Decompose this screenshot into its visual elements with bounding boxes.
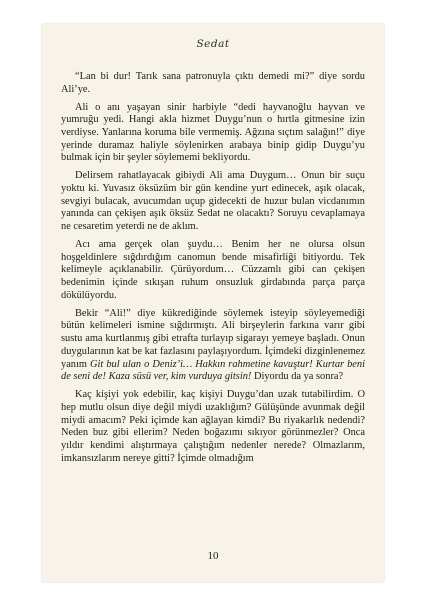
paragraph-text: Diyordu da ya sonra? <box>251 371 344 383</box>
paragraph: Delirsem rahatlayacak gibiydi Ali ama Duygum… Onun bir suçu yoktu ki. Yuvasız öksüzüm bir gün kendine yurt edinecek, aşık olacak, sevgiyi bulacak, avucumdan uçup gidecekti de huzur bulan vicdanımın yanında can çekişen aşık öksüz Sedat ne olacaktı? Soruyu cevaplamaya ne cesaretim yeterdi ne de aklım. <box>61 170 365 233</box>
page-number: 10 <box>207 550 219 562</box>
body-text <box>61 71 365 471</box>
italic-inner-voice: Git bul ulan o Deniz’i… Hakkın rahmetine kavuştur! Kurtar beni de seni de! Kaza süsü ver, kim vurduya gitsin! <box>61 358 365 383</box>
paragraph <box>61 308 365 384</box>
paragraph: Ali o anı yaşayan sinir harbiyle “dedi hayvanoğlu hayvan ve yumruğu yedi. Hangi akla hizmet Duygu’nun o hırtla gitmesine izin verdiyse. Yanlarına koruma bile vermemiş. Ağzına sıçtım salağın!” diye yerinde duramaz haliyle söylenirken arabaya binip gidip Duygu’yu bulmak için bir şeyler söylememi bekliyordu. <box>61 101 365 164</box>
paragraph-text: Bekir “Ali!” diye kükrediğinde söylemek isteyip söyleyemediği bütün kelimeleri ismine sığdırmıştı. Ali birşeylerin farkına varır gibi sustu ama kurtlanmış gibi etrafta turlayıp sigarayı yemeye başladı. Onun duygularının kat be kat fazlasını paylaşıyordum. İçimdeki dizginlenemez yanım <box>61 307 365 370</box>
paragraph: “Lan bi dur! Tarık sana patronuyla çıktı demedi mi?” diye sordu Ali’ye. <box>61 71 365 95</box>
book-page <box>42 24 384 582</box>
paragraph: Kaç kişiyi yok edebilir, kaç kişiyi Duygu’dan uzak tutabilirdim. O hep mutlu olsun diye değil miydi uzaklığım? Gülüşünde avunmak değil miydi amacım? Peki içimde kan ağlayan kimdi? Bu riyakarlık nedendi? Neden buz gibi ellerim? Neden boğazımı sıkıyor görünmezler? Onca yıldır kendimi alıştırmaya çalıştığım nedenler nerede? Olmazlarım, imkansızlarım nereye gitti? İçimde olmadığım <box>61 389 365 464</box>
paragraph: Acı ama gerçek olan şuydu… Benim her ne olursa olsun hoşgeldinlere sığdırdığım canomun bende misafirliği bitiyordu. Tek kelimeyle açıklanabilir. Çürüyordum… Cüzzamlı gibi can çekişen bedenimin içinde sıkışan ruhum onsuzluk girdabında parça parça dökülüyordu. <box>61 239 365 301</box>
running-header: Sedat <box>196 38 230 50</box>
